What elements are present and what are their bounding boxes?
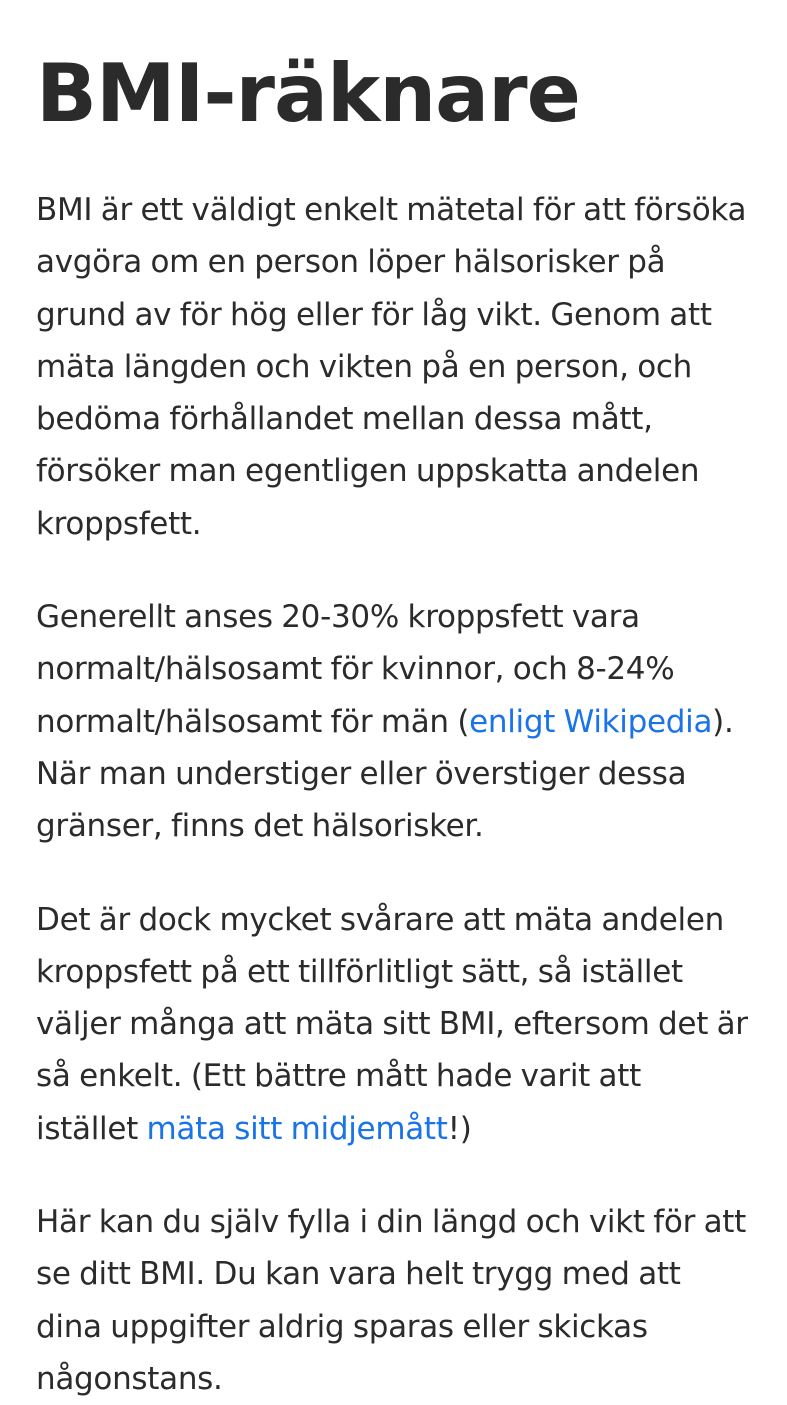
intro-paragraph: BMI är ett väldigt enkelt mätetal för att försöka avgöra om en person löper hälsorisker på grund av för hög eller för låg vikt. Genom att mäta längden och vikten på en person, och bedöma förhållandet mellan dessa mått, försöker man egentligen uppskatta andelen kroppsfett. [36,192,747,542]
wikipedia-link[interactable]: enligt Wikipedia [469,703,713,740]
privacy-paragraph: Här kan du själv fylla i din längd och vikt för att se ditt BMI. Du kan vara helt trygg med att dina uppgifter aldrig sparas eller skickas någonstans. [36,1204,746,1397]
measurement-paragraph [36,894,751,1155]
measurement-text-before: Det är dock mycket svårare att mäta andelen kroppsfett på ett tillförlitligt sätt, så istället väljer många att mäta sitt BMI, eftersom det är så enkelt. (Ett bättre mått hade varit att istället [36,901,748,1147]
page-title: BMI-räknare [36,47,580,140]
measurement-text-after: !) [447,1110,472,1147]
waist-measure-link[interactable]: mäta sitt midjemått [146,1110,448,1147]
body-fat-text-after: ). När man understiger eller överstiger dessa gränser, finns det hälsorisker. [36,703,734,845]
body-fat-paragraph [36,591,751,852]
body-fat-text-before: Generellt anses 20-30% kroppsfett vara normalt/hälsosamt för kvinnor, och 8-24% normalt/hälsosamt för män ( [36,599,675,740]
